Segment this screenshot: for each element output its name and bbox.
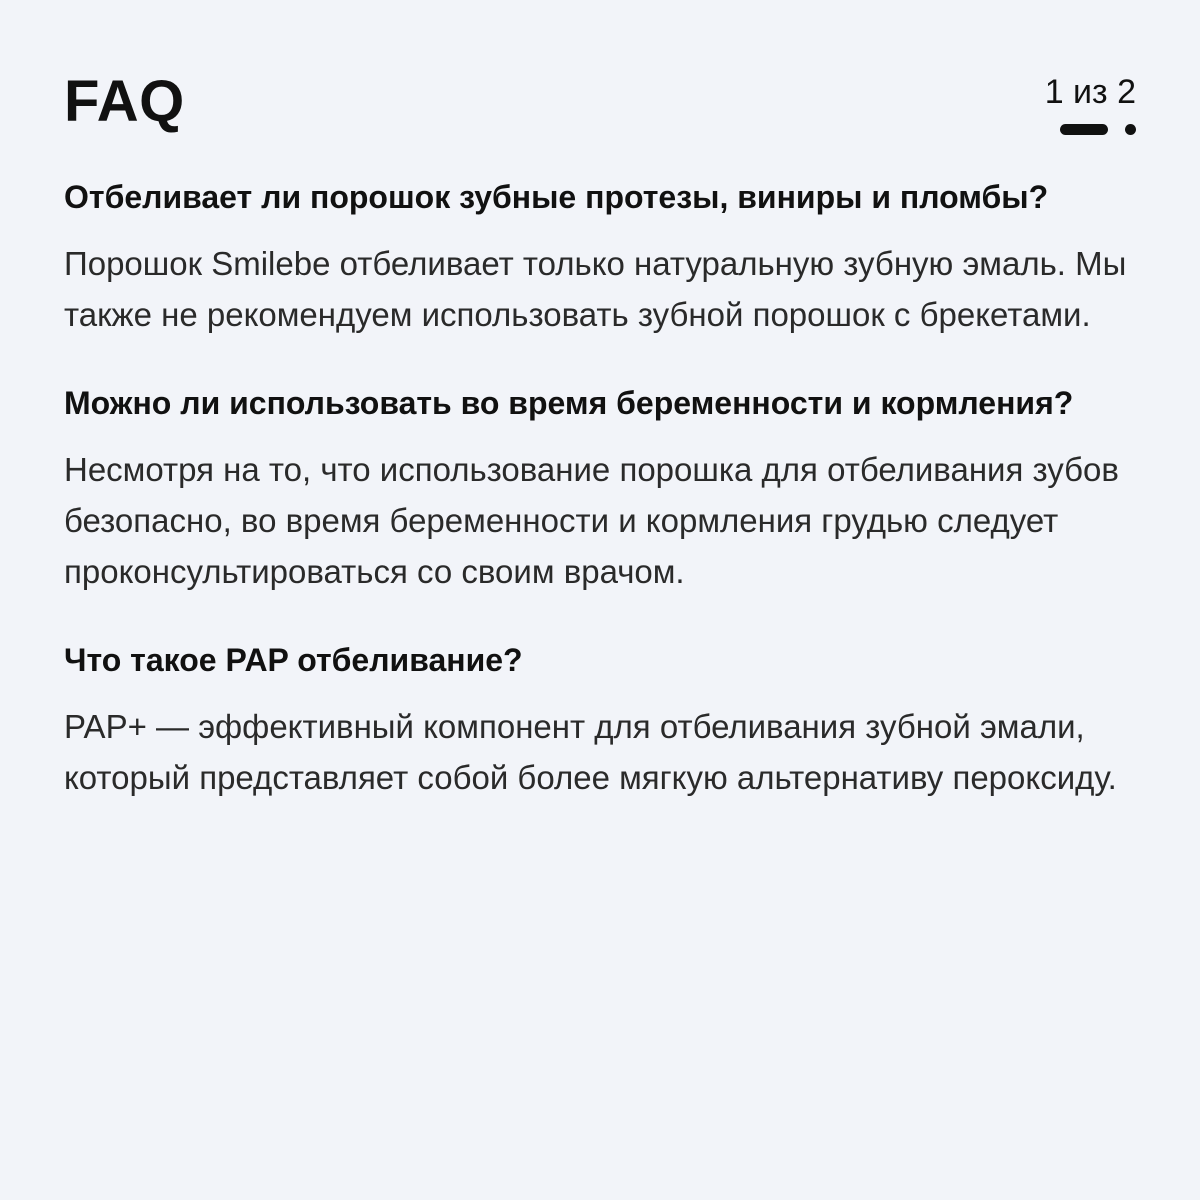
faq-item — [64, 378, 1136, 597]
page-title: FAQ — [64, 69, 185, 134]
faq-answer: PAP+ — эффективный компонент для отбеливания зубной эмали, который представляет собой более мягкую альтернативу пероксиду. — [64, 708, 1117, 796]
pagination-dot[interactable] — [1125, 124, 1136, 135]
faq-question: Отбеливает ли порошок зубные протезы, виниры и пломбы? — [64, 179, 1049, 215]
faq-item — [64, 172, 1136, 340]
faq-question: Что такое PAP отбеливание? — [64, 642, 523, 678]
faq-answer: Несмотря на то, что использование порошка для отбеливания зубов безопасно, во время беременности и кормления грудью следует проконсультироваться со своим врачом. — [64, 451, 1119, 590]
pagination — [936, 72, 1136, 112]
pagination-dots — [1056, 124, 1136, 136]
faq-question: Можно ли использовать во время беременности и кормления? — [64, 385, 1074, 421]
faq-item — [64, 635, 1136, 803]
page-counter: 1 из 2 — [1044, 73, 1136, 111]
faq-answer: Порошок Smilebe отбеливает только натуральную зубную эмаль. Мы также не рекомендуем использовать зубной порошок с брекетами. — [64, 245, 1127, 333]
pagination-dot-active[interactable] — [1060, 124, 1108, 135]
faq-list — [64, 172, 1136, 841]
